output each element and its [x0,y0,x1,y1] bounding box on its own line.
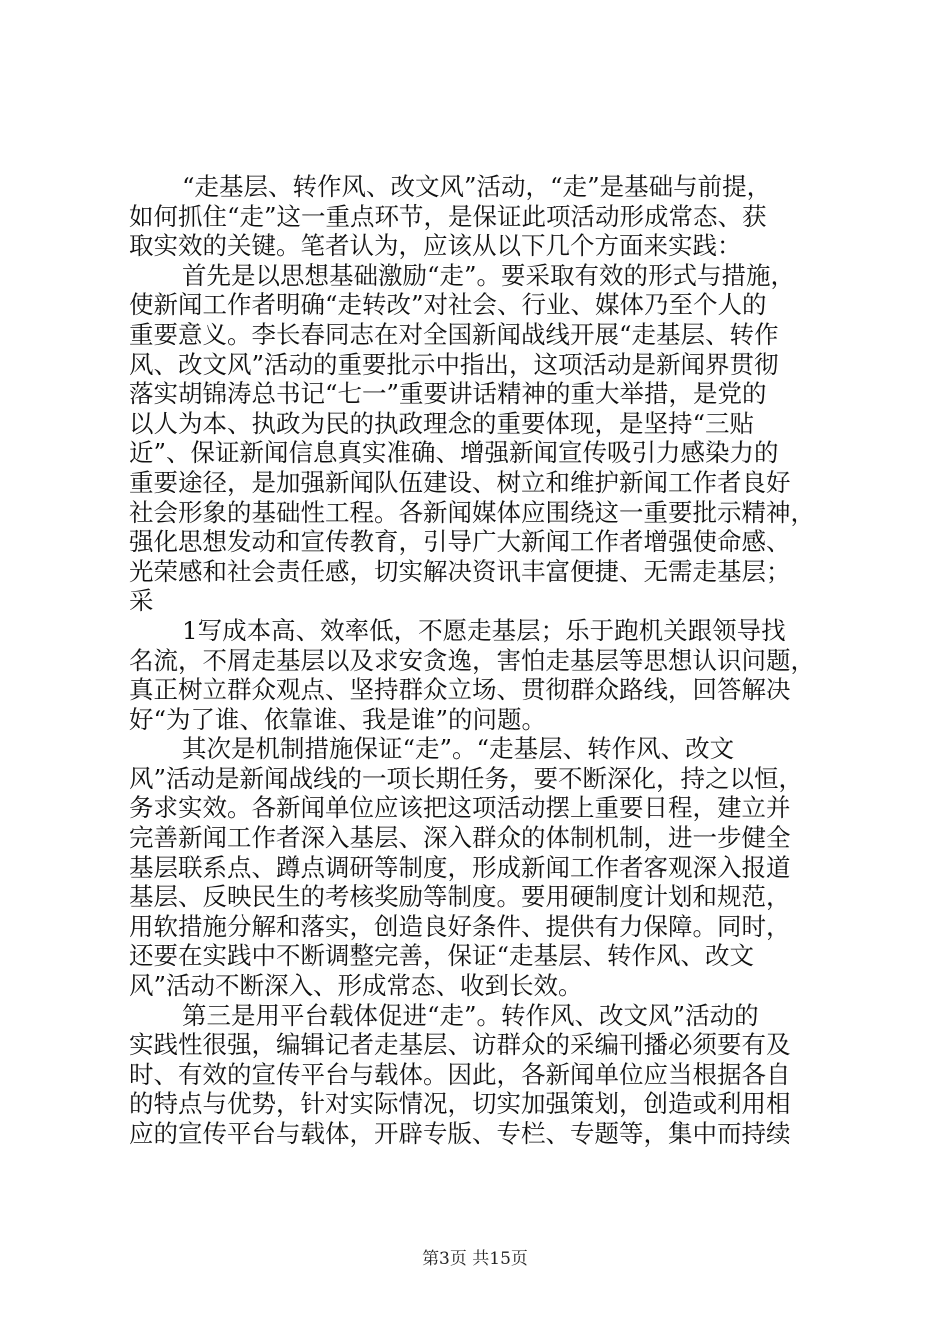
text-line: 采 [129,586,154,616]
text-line: 名流，不屑走基层以及求安贪逸，害怕走基层等思想认识问题， [129,645,815,675]
text-line: 落实胡锦涛总书记“七一”重要讲话精神的重大举措，是党的 [129,379,767,409]
text-line: 使新闻工作者明确“走转改”对社会、行业、媒体乃至个人的 [129,290,767,320]
text-line: 的特点与优势，针对实际情况，切实加强策划，创造或利用相 [129,1089,791,1119]
text-line: 近”、保证新闻信息真实准确、增强新闻宣传吸引力感染力的 [129,438,779,468]
page-footer: 第3页 共15页 [422,1249,528,1269]
text-line: 强化思想发动和宣传教育，引导广大新闻工作者增强使命感、 [129,527,791,557]
text-line: 其次是机制措施保证“走”。“走基层、转作风、改文 [182,734,735,764]
text-line: 好“为了谁、依靠谁、我是谁”的问题。 [129,704,547,734]
text-line: 风”活动不断深入、形成常态、收到长效。 [129,971,583,1001]
text-line: 社会形象的基础性工程。各新闻媒体应围绕这一重要批示精神， [129,497,815,527]
text-line: 应的宣传平台与载体，开辟专版、专栏、专题等，集中而持续 [129,1119,791,1148]
text-line: 风、改文风”活动的重要批示中指出，这项活动是新闻界贯彻 [129,349,779,379]
text-line: 真正树立群众观点、坚持群众立场、贯彻群众路线，回答解决 [129,675,791,705]
text-line: 还要在实践中不断调整完善，保证“走基层、转作风、改文 [129,941,755,971]
text-line: 取实效的关键。笔者认为，应该从以下几个方面来实践： [129,231,742,261]
text-line: 基层联系点、蹲点调研等制度，形成新闻工作者客观深入报道 [129,852,791,882]
text-line: “走基层、转作风、改文风”活动，“走”是基础与前提， [182,172,772,201]
text-line: 光荣感和社会责任感，切实解决资讯丰富便捷、无需走基层； [129,556,791,586]
text-line: 完善新闻工作者深入基层、深入群众的体制机制，进一步健全 [129,823,791,853]
text-line: 基层、反映民生的考核奖励等制度。要用硬制度计划和规范， [129,882,791,912]
text-line: 1写成本高、效率低，不愿走基层；乐于跑机关跟领导找 [182,615,786,645]
body-text [129,172,829,1149]
text-line: 第三是用平台载体促进“走”。转作风、改文风”活动的 [182,1000,759,1030]
text-line: 首先是以思想基础激励“走”。要采取有效的形式与措施， [182,260,796,290]
text-line: 实践性很强，编辑记者走基层、访群众的采编刊播必须要有及 [129,1030,791,1060]
text-line: 重要途径，是加强新闻队伍建设、树立和维护新闻工作者良好 [129,467,791,497]
text-line: 务求实效。各新闻单位应该把这项活动摆上重要日程，建立并 [129,793,791,823]
text-line: 时、有效的宣传平台与载体。因此，各新闻单位应当根据各自 [129,1059,791,1089]
text-line: 风”活动是新闻战线的一项长期任务，要不断深化，持之以恒， [129,763,804,793]
text-line: 以人为本、执政为民的执政理念的重要体现，是坚持“三贴 [129,408,755,438]
text-line: 如何抓住“走”这一重点环节，是保证此项活动形成常态、获 [129,201,767,231]
text-line: 用软措施分解和落实，创造良好条件、提供有力保障。同时， [129,911,791,941]
text-line: 重要意义。李长春同志在对全国新闻战线开展“走基层、转作 [129,319,779,349]
